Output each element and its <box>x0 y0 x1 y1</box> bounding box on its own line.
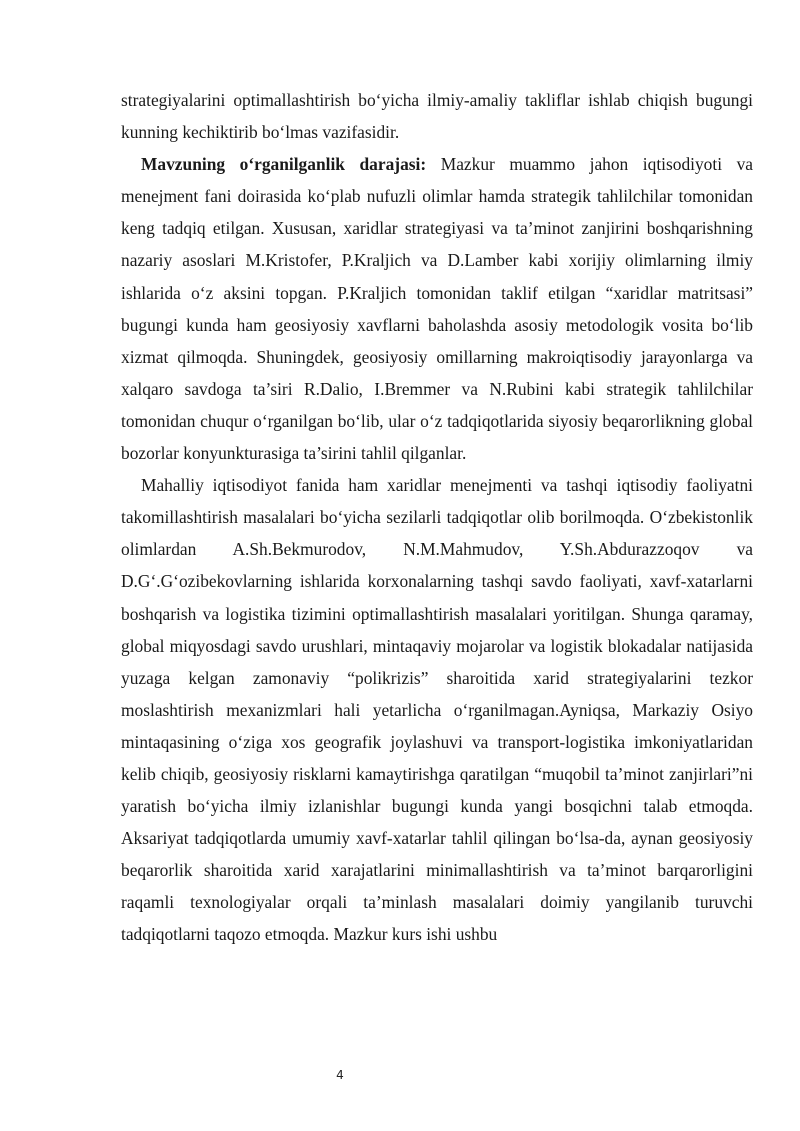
paragraph-text: Mazkur muammo jahon iqtisodiyoti va menejment fani doirasida ko‘plab nufuzli olimlar hamda strategik tahlilchilar tomonidan keng tadqiq etilgan. Xususan, xaridlar strategiyasi va ta’minot zanjirini boshqarishning nazariy asoslari M.Kristofer, P.Kraljich va D.Lamber kabi xorijiy olimlarning ilmiy ishlarida o‘z aksini topgan. P.Kraljich tomonidan taklif etilgan “xaridlar matritsasi” bugungi kunda ham geosiyosiy xavflarni baholashda asosiy metodologik vosita bo‘lib xizmat qilmoqda. Shuningdek, geosiyosiy omillarning makroiqtisodiy jarayonlarga va xalqaro savdoga ta’siri R.Dalio, I.Bremmer va N.Rubini kabi strategik tahlilchilar tomonidan chuqur o‘rganilgan bo‘lib, ular o‘z tadqiqotlarida siyosiy beqarorlikning global bozorlar konyunkturasiga ta’sirini tahlil qilganlar. <box>121 154 754 464</box>
section-heading: Mavzuning o‘rganilganlik darajasi: <box>141 154 427 175</box>
paragraph-text: Mahalliy iqtisodiyot fanida ham xaridlar menejmenti va tashqi iqtisodiy faoliyatni takomillashtirish masalalari bo‘yicha sezilarli tadqiqotlar olib borilmoqda. O‘zbekistonlik olimlardan A.Sh.Bekmurodov, N.M.Mahmudov, Y.Sh.Abdurazzoqov va D.G‘.G‘ozibekovlarning ishlarida korxonalarning tashqi savdo faoliyati, xavf-xatarlarni boshqarish va logistika tizimini optimallashtirish masalalari yoritilgan. Shunga qaramay, global miqyosdagi savdo urushlari, mintaqaviy mojarolar va logistik blokadalar natijasida yuzaga kelgan zamonaviy “polikrizis” sharoitida xarid strategiyalarini tezkor moslashtirish mexanizmlari hali yetarlicha o‘rganilmagan.Ayniqsa, Markaziy Osiyo mintaqasining o‘ziga xos geografik joylashuvi va transport-logistika imkoniyatlaridan kelib chiqib, geosiyosiy risklarni kamaytirishga qaratilgan “muqobil ta’minot zanjirlari”ni yaratish bo‘yicha ilmiy izlanishlar bugungi kunda yangi bosqichni talab etmoqda. Aksariyat tadqiqotlarda umumiy xavf-xatarlar tahlil qilingan bo‘lsa-da, aynan geosiyosiy beqarorlik sharoitida xarid xarajatlarini minimallashtirish va ta’minot barqarorligini raqamli texnologiyalar orqali ta’minlash masalalari doimiy yangilanib turuvchi tadqiqotlarni taqozo etmoqda. Mazkur kurs ishi ushbu <box>121 475 753 945</box>
document-page <box>121 84 753 951</box>
page-number: 4 <box>336 1068 344 1082</box>
paragraph-text: strategiyalarini optimallashtirish bo‘yicha ilmiy-amaliy takliflar ishlab chiqish bugungi kunning kechiktirib bo‘lmas vazifasidir. <box>121 90 753 143</box>
paragraph-local-research <box>121 469 753 950</box>
paragraph-research-degree <box>121 148 753 469</box>
paragraph-intro-continuation <box>121 84 753 148</box>
